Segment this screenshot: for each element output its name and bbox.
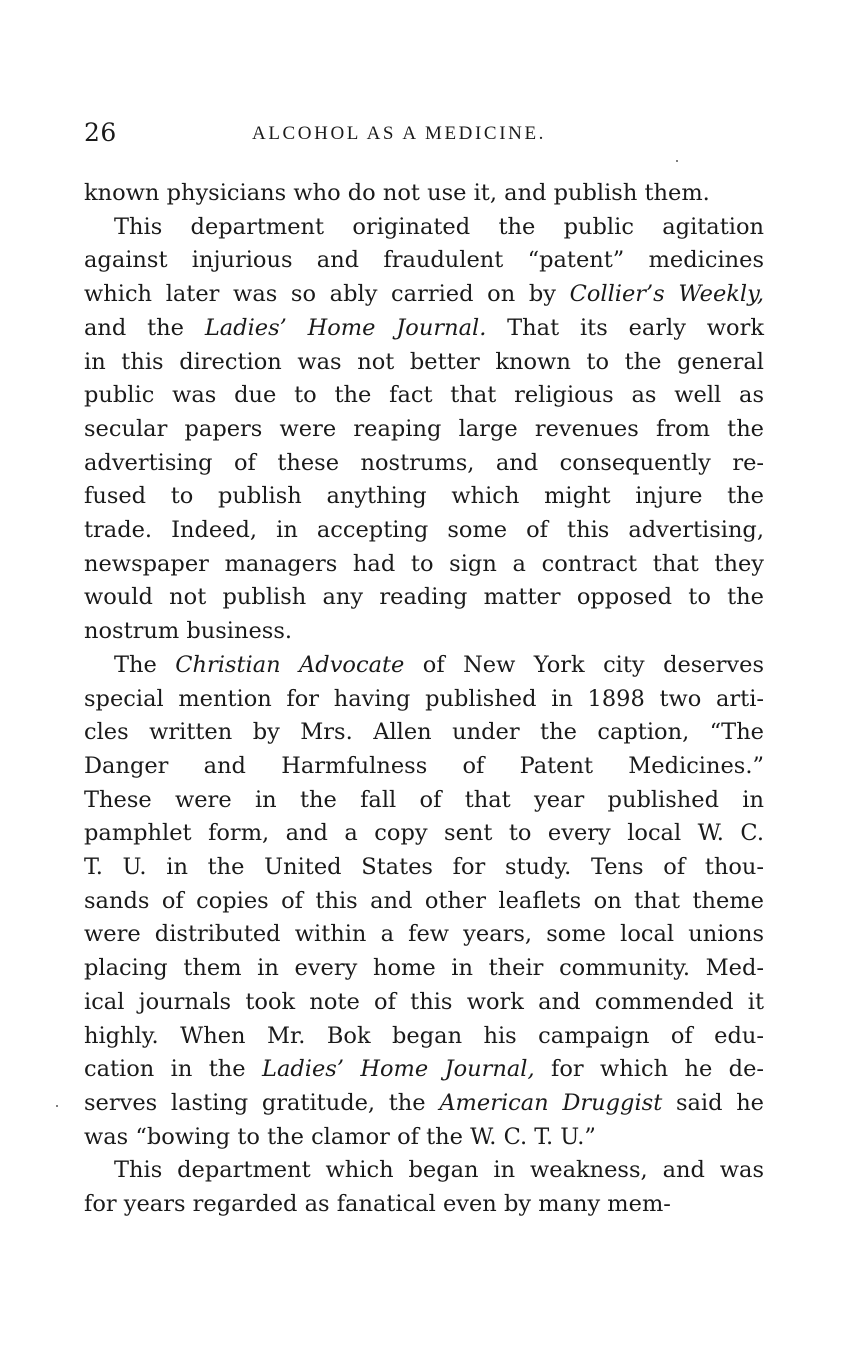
text-line — [84, 244, 764, 278]
text-run: cles written by Mrs. Allen under the caption, “The — [84, 719, 764, 746]
text-line — [84, 1087, 764, 1121]
text-run: public was due to the fact that religious as well as — [84, 382, 764, 409]
text-line — [84, 177, 764, 211]
text-run: trade. Indeed, in accepting some of this advertising, — [84, 517, 764, 544]
text-line — [84, 379, 764, 413]
text-line — [84, 615, 764, 649]
text-line — [84, 649, 764, 683]
italic-title: Ladies’ Home Journal. — [204, 314, 487, 341]
italic-title: Collier’s Weekly, — [569, 281, 765, 308]
text-run: for which he de- — [534, 1056, 764, 1083]
text-run: against injurious and fraudulent “patent” medicines — [84, 247, 764, 274]
text-line — [84, 1053, 764, 1087]
text-run: in this direction was not better known to the general — [84, 348, 764, 375]
text-line — [84, 447, 764, 481]
text-run: for years regarded as fanatical even by many mem- — [84, 1191, 671, 1218]
text-run: sands of copies of this and other leaflets on that theme — [84, 887, 764, 914]
text-line — [84, 784, 764, 818]
text-run: of New York city deserves — [404, 651, 764, 678]
text-line — [84, 918, 764, 952]
text-run: and the — [84, 314, 205, 341]
italic-title: American Druggist — [439, 1089, 663, 1116]
text-run: said he — [662, 1089, 765, 1116]
text-run: advertising of these nostrums, and consequently re- — [84, 449, 764, 476]
running-head: ALCOHOL AS A MEDICINE. — [252, 123, 547, 144]
text-run: secular papers were reaping large revenues from the — [84, 415, 764, 442]
text-run: That its early work — [486, 314, 764, 341]
stray-mark — [676, 160, 678, 162]
body-text — [84, 177, 764, 1222]
text-run: Danger and Harmfulness of Patent Medicines.” — [84, 752, 764, 779]
page-number: 26 — [84, 118, 117, 147]
text-line — [84, 480, 764, 514]
text-run: was “bowing to the clamor of the W. C. T. U.” — [84, 1123, 596, 1150]
text-line — [84, 986, 764, 1020]
text-line — [84, 1154, 764, 1188]
text-line — [84, 1188, 764, 1222]
text-line — [84, 716, 764, 750]
text-line — [84, 851, 764, 885]
text-run: pamphlet form, and a copy sent to every local W. C. — [84, 820, 764, 847]
text-run: newspaper managers had to sign a contract that they — [84, 550, 764, 577]
text-line — [84, 346, 764, 380]
text-line — [84, 750, 764, 784]
text-line — [84, 312, 764, 346]
text-run: This department which began in weakness, and was — [114, 1157, 764, 1184]
text-run: fused to publish anything which might injure the — [84, 483, 764, 510]
paragraph — [84, 177, 764, 211]
text-line — [84, 1121, 764, 1155]
paragraph — [84, 1154, 764, 1221]
text-run: These were in the fall of that year published in — [84, 786, 764, 813]
text-line — [84, 683, 764, 717]
text-run: special mention for having published in 1898 two arti- — [84, 685, 764, 712]
italic-title: Ladies’ Home Journal, — [262, 1056, 535, 1083]
text-line — [84, 581, 764, 615]
stray-mark — [56, 1105, 58, 1107]
text-line — [84, 817, 764, 851]
text-line — [84, 278, 764, 312]
paragraph — [84, 649, 764, 1155]
text-run: This department originated the public agitation — [114, 213, 764, 240]
text-run: which later was so ably carried on by — [84, 281, 570, 308]
text-run: serves lasting gratitude, the — [84, 1089, 440, 1116]
text-line — [84, 1020, 764, 1054]
text-run: T. U. in the United States for study. Tens of thou- — [84, 854, 764, 881]
text-run: nostrum business. — [84, 618, 293, 645]
text-run: would not publish any reading matter opposed to the — [84, 584, 764, 611]
text-run: were distributed within a few years, some local unions — [84, 921, 764, 948]
text-line — [84, 885, 764, 919]
text-run: ical journals took note of this work and commended it — [84, 988, 764, 1015]
text-line — [84, 514, 764, 548]
text-line — [84, 548, 764, 582]
text-run: placing them in every home in their community. Med- — [84, 955, 764, 982]
text-run: The — [114, 651, 176, 678]
text-line — [84, 952, 764, 986]
text-run: known physicians who do not use it, and publish them. — [84, 180, 710, 206]
text-run: highly. When Mr. Bok began his campaign of edu- — [84, 1022, 764, 1049]
text-run: cation in the — [84, 1056, 262, 1083]
paragraph — [84, 211, 764, 649]
page-header — [84, 118, 764, 150]
text-line — [84, 413, 764, 447]
italic-title: Christian Advocate — [175, 651, 405, 678]
text-line — [84, 211, 764, 245]
